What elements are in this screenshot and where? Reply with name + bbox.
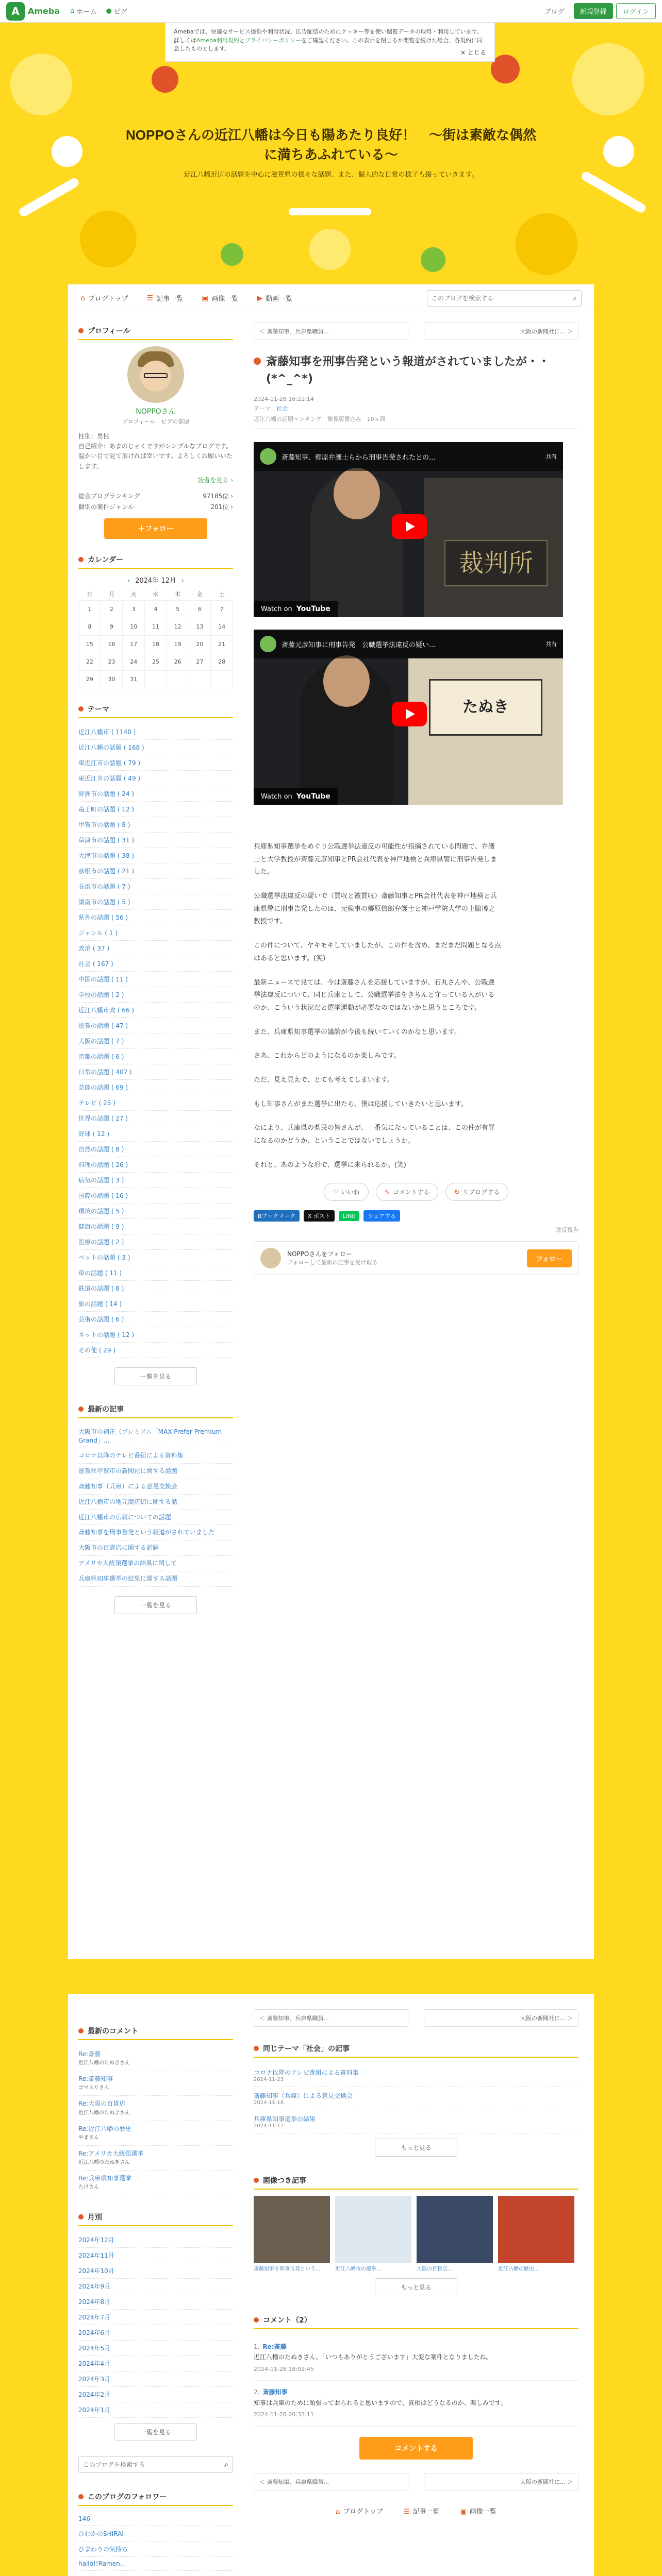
theme-item[interactable]: 京都の話題 ( 6 ) [78,1049,233,1064]
side-comment-title: Re:近江八幡の歴史 [78,2125,132,2132]
photo-articles-heading: 画像つき記事 [254,2172,578,2190]
theme-item[interactable]: 日常の話題 ( 407 ) [78,1064,233,1080]
share-buttons [254,1210,578,1222]
theme-item[interactable]: 竜王町の話題 ( 12 ) [78,802,233,817]
calendar-day[interactable]: 9 [101,618,123,635]
theme-item[interactable]: 国際の話題 ( 16 ) [78,1188,233,1204]
blog-subnav [68,284,594,312]
line-share-button[interactable]: LINE [339,1211,360,1221]
follow-button[interactable]: ＋フォロー [104,518,207,539]
channel-avatar [260,448,276,465]
follow-card: NOPPOさんをフォロー フォローして最新の記事を受け取る フォロー [254,1241,578,1275]
calendar-day[interactable]: 23 [101,653,123,670]
theme-item[interactable]: 社会 ( 167 ) [78,956,233,972]
bottom-nav-image-list[interactable]: ▣ 画像一覧 [460,2507,496,2516]
privacy-banner: Amebaでは、快適なサービス提供や利用状況、広告配信のためにクッキー等を使い閲覧データの取得・利用しています。詳しくはAmeba利用規約とプライバシーポリシーをご確認ください。この表示を閉じるか閲覧を続けた場合、各規約に同意したものとします。 × とじる [165,23,495,62]
calendar-day[interactable]: 31 [123,670,145,688]
heading-dot-icon [78,2214,84,2219]
heading-dot-icon [78,328,84,333]
theme-item[interactable]: 東近江市の話題 ( 79 ) [78,755,233,771]
play-icon[interactable] [392,702,427,726]
side-comment-item[interactable] [78,2071,233,2096]
comment-body: 近江八幡のたぬきさん。「いつもありがとうございます」大変な案件となりましたね。 [254,2353,492,2361]
home-icon: ⌂ [80,294,85,302]
same-theme-more-button[interactable]: もっと見る [375,2139,457,2157]
same-theme-title: 兵庫県知事選挙の結果 [254,2115,316,2123]
calendar-day[interactable]: 16 [101,635,123,653]
comment-button[interactable]: ✎ コメントする [376,1183,439,1201]
subnav-image-list[interactable]: ▣ 画像一覧 [202,294,239,303]
monthly-item[interactable]: 2024年4月 [78,2356,233,2371]
comment [254,2381,578,2426]
privacy-policy-link[interactable]: プライバシーポリシー [244,37,302,44]
pig-icon: ● [106,7,112,15]
bookmark-share-button[interactable]: Bブックマーク [254,1210,300,1222]
recent-article-link[interactable]: 大阪市の補正（プレミアム「MAX Prefer Premium Grand」... [78,1425,233,1449]
calendar-day[interactable]: 13 [189,618,211,635]
calendar-day[interactable] [211,670,233,688]
blog-search-input[interactable] [432,295,573,302]
theme-item[interactable]: 大阪の話題 ( 7 ) [78,1033,233,1049]
monthly-item[interactable]: 2024年9月 [78,2279,233,2294]
photo-caption: 近江八幡の歴史... [498,2266,539,2272]
video-title-bar: 斎藤元彦知事に刑事告発 公職選挙法違反の疑い... 共有 [254,630,563,658]
theme-item[interactable]: 自然の話題 ( 8 ) [78,1142,233,1157]
monthly-item[interactable]: 2024年2月 [78,2387,233,2402]
calendar-day[interactable]: 10 [123,618,145,635]
comments-list [254,2335,578,2427]
theme-item[interactable]: 病気の話題 ( 3 ) [78,1173,233,1188]
comment-author[interactable]: Re:斎藤 [262,2343,287,2350]
ameba-logo-text[interactable]: Ameba [28,6,60,16]
subnav-video-list[interactable]: ▶ 動画一覧 [257,294,293,303]
calendar-day[interactable]: 19 [167,635,189,653]
calendar-day[interactable]: 5 [167,600,189,618]
monthly-item[interactable]: 2024年6月 [78,2325,233,2341]
theme-item[interactable]: 健康の話題 ( 9 ) [78,1219,233,1234]
article-paragraph: なにより、兵庫県の県民の皆さんが、一番気になっていることは、この件が有罪になるのかどうか、ということではないでしょうか。 [254,1124,495,1145]
comment-number: 1. [254,2343,260,2350]
article-pager [254,2473,578,2490]
side-comment-item[interactable] [78,2121,233,2146]
terms-link[interactable]: Ameba利用規約 [196,37,239,44]
recent-article-link[interactable]: 斎藤知事を刑事告発という報道がされていました [78,1525,233,1540]
subnav-article-list[interactable]: ☰ 記事一覧 [146,294,184,303]
search-icon[interactable]: ⌕ [224,2461,228,2469]
heading-dot-icon [78,706,84,711]
calendar-day[interactable]: 3 [123,600,145,618]
theme-item[interactable]: 草津市の話題 ( 31 ) [78,833,233,848]
calendar-heading: カレンダー [78,551,233,569]
comment-number: 2. [254,2388,260,2396]
theme-item[interactable]: 近江八幡市政 ( 66 ) [78,1003,233,1018]
calendar-month: ‹ 2024年 12月 › [127,577,185,585]
calendar-day[interactable]: 20 [189,635,211,653]
calendar-table: 日 月 火 水 木 金 土 1 2 3 4 5 6 7 8 9 10 11 12 13 14 15 16 17 18 19 20 21 22 23 24 25 26 27 28 29 30 31 [78,588,233,688]
comment-author[interactable]: 斎藤知事 [262,2388,288,2396]
calendar-day[interactable]: 27 [189,653,211,670]
video-title-bar: 斎藤知事、郷原弁護士らから刑事告発されたとの... 共有 [254,442,563,471]
photo-caption: 近江八幡市の選挙... [335,2266,382,2272]
side-comment-author: 近江八幡のたぬきさん [78,2060,130,2066]
x-share-button[interactable]: X ポスト [304,1210,335,1222]
theme-list [78,724,233,1358]
side-comment-author: ゴマスリさん [78,2085,109,2091]
theme-link[interactable]: 社会 [276,405,288,412]
theme-item[interactable]: 鉄道の話題 ( 8 ) [78,1281,233,1296]
side-comment-item[interactable] [78,2046,233,2071]
reblog-button[interactable]: ↻ リブログする [445,1183,508,1201]
calendar-day[interactable]: 18 [145,635,167,653]
theme-item[interactable]: 県外の話題 ( 56 ) [78,910,233,925]
article-paragraph: それと、あのような形で、選挙に来られるか。(笑) [254,1161,406,1169]
article-theme: テーマ：社会 [254,405,288,412]
article-paragraph: また、兵庫県知事選挙の議論が今後も続いていくのかなと思います。 [254,1028,461,1036]
article-paragraph: 兵庫県知事選挙をめぐり公職選挙法違反の可能性が指摘されている問題で、弁護士と大学教授が斎藤元彦知事とPR会社代表を神戸地検と兵庫県警に刑事告発しました。 [254,843,497,876]
monthly-heading: 月別 [78,2209,233,2226]
bottom-nav-blog-top[interactable]: ⌂ ブログトップ [336,2507,383,2516]
calendar-day[interactable]: 15 [79,635,101,653]
calendar-day[interactable]: 14 [211,618,233,635]
image-icon: ▣ [460,2507,467,2516]
photo-caption: 斎藤知事を刑事告発という... [254,2266,321,2272]
content-frame [68,284,594,1959]
sidebar [78,323,233,1630]
calendar-day[interactable]: 4 [145,600,167,618]
article-title[interactable]: 斎藤知事を刑事告発という報道がされていましたが・・(*^_^*) [254,353,578,387]
blog-search-lower [78,2456,233,2473]
profile-heading: プロフィール [78,323,233,340]
theme-item[interactable]: その他 ( 29 ) [78,1343,233,1358]
report-link[interactable]: 違反報告 [556,1227,578,1234]
recent-article-link[interactable]: 斎藤知事（兵庫）による意見交換会 [78,1479,233,1495]
theme-item[interactable]: 世界の話題 ( 27 ) [78,1111,233,1126]
calendar-day[interactable]: 17 [123,635,145,653]
side-comment-author: 近江八幡のたぬきさん [78,2110,130,2116]
nav-pig[interactable]: ● ピグ [106,7,127,16]
theme-item[interactable]: 湖南市の話題 ( 5 ) [78,894,233,910]
heading-dot-icon [78,557,84,562]
heading-dot-icon [254,2046,259,2051]
theme-item[interactable]: 長浜市の話題 ( 7 ) [78,879,233,894]
recent-article-link[interactable]: 大阪市の百貨店に関する話題 [78,1540,233,1556]
theme-item[interactable]: 彦根市の話題 ( 21 ) [78,863,233,879]
recent-more-button[interactable]: 一覧を見る [114,1596,197,1614]
recent-article-link[interactable]: 近江八幡市の地元商店街に関する話 [78,1495,233,1510]
heart-icon: ♡ [332,1188,338,1196]
share-icon[interactable]: 共有 [545,641,557,648]
calendar-day[interactable]: 7 [211,600,233,618]
article-paragraph: もし知事さんがまた選挙に出たら、僕は応援していきたいと思います。 [254,1100,468,1108]
list-icon: ☰ [403,2507,410,2516]
recent-list [78,1425,233,1587]
recent-article-link[interactable]: 近江八幡市の広報についての話題 [78,1510,233,1526]
theme-item[interactable]: 芸能の話題 ( 69 ) [78,1080,233,1095]
theme-item[interactable]: 東近江市の話題 ( 49 ) [78,771,233,786]
calendar-day[interactable] [189,670,211,688]
same-theme-item[interactable] [254,2110,578,2133]
monthly-more-button[interactable]: 一覧を見る [114,2423,197,2441]
comment-body: 知事は兵庫のために頑張っておられると思いますので、真相はどうなるのか、楽しみです。 [254,2399,507,2406]
prev-article-link[interactable]: ＜ 斎藤知事、兵庫県職員... [254,2473,408,2490]
article [254,323,578,1289]
facebook-share-button[interactable]: シェアする [363,1210,400,1222]
ameba-logo[interactable]: A [6,2,25,21]
theme-item[interactable]: 学校の話題 ( 2 ) [78,987,233,1003]
same-theme-date: 2024-11-18 [254,2100,284,2106]
theme-heading: テーマ [78,701,233,718]
privacy-close-button[interactable]: × とじる [460,49,486,56]
recent-heading: 最新の記事 [78,1401,233,1418]
side-comment-author: やまさん [78,2134,99,2141]
calendar-day[interactable] [145,670,167,688]
photo-article[interactable] [417,2196,493,2273]
prev-article-link[interactable]: ＜ 斎藤知事、兵庫県職員... [254,323,408,340]
theme-item[interactable]: 近江八幡の話題 ( 168 ) [78,740,233,755]
share-icon[interactable]: 共有 [545,453,557,460]
photo-more-button[interactable]: もっと見る [375,2278,457,2296]
theme-item[interactable]: ペットの話題 ( 3 ) [78,1250,233,1265]
side-comment-item[interactable] [78,2146,233,2171]
photo-thumbnail [417,2196,493,2263]
theme-more-button[interactable]: 一覧を見る [114,1367,197,1385]
side-comment-title: Re:斎藤 [78,2050,101,2058]
global-nav [0,0,662,23]
sidebar-lower [78,2009,233,2571]
play-icon[interactable] [392,514,427,539]
next-article-link[interactable]: 大阪の新聞社に... ＞ [424,323,578,340]
article-footer [254,2009,578,2516]
comment-icon: ✎ [384,1188,390,1196]
content-frame-lower [68,1994,594,2576]
calendar-day[interactable]: 25 [145,653,167,670]
article-paragraph: この件について、ヤキモキしていましたが、この件を含め、まだまだ問題となる点はあると思います。(笑) [254,942,501,962]
register-button[interactable]: 新規登録 [574,3,613,19]
image-icon: ▣ [202,294,209,302]
same-theme-heading: 同じテーマ「社会」の記事 [254,2040,578,2058]
search-icon[interactable]: ⌕ [573,294,577,302]
home-icon: ⌂ [336,2507,340,2516]
article-date: 2024-11-28 16:21:14 [254,396,314,402]
chevron-right-icon[interactable]: › [181,577,185,585]
theme-item[interactable]: 中国の話題 ( 11 ) [78,972,233,987]
same-theme-list [254,2064,578,2133]
youtube-embed-1[interactable]: 裁判所 斎藤知事、郷原弁護士らから刑事告発されたとの... 共有 Watch on YouTube [254,442,563,617]
heading-dot-icon [254,2178,259,2183]
title-dot-icon [254,358,261,365]
side-comments-heading: 最新のコメント [78,2023,233,2040]
side-comment-author: たけさん [78,2184,99,2191]
heading-dot-icon [78,2028,84,2033]
blog-search [427,290,582,307]
like-button[interactable]: ♡ いいね [324,1183,369,1201]
comment [254,2335,578,2381]
follow-card-button[interactable]: フォロー [527,1249,572,1267]
article-paragraph: さあ、これからどのようになるのか楽しみです。 [254,1052,401,1060]
blog-search-input[interactable] [83,2461,224,2468]
article-paragraph: 公職選挙法違反の疑いで（買収と被買収）斎藤知事とPR会社代表を神戸地検と兵庫県警に刑事告発したのは、元検事の郷原信郎弁護士と神戸学院大学の上脇博之教授です。 [254,892,497,926]
bottom-nav-article-list[interactable]: ☰ 記事一覧 [403,2507,440,2516]
calendar-day[interactable]: 22 [79,653,101,670]
avatar[interactable] [127,346,184,403]
bottom-nav [254,2506,578,2516]
avatar [260,1248,281,1268]
followers-list [78,2512,233,2571]
same-theme-title: 斎藤知事（兵庫）による意見交換会 [254,2092,353,2099]
chevron-left-icon[interactable]: ‹ [127,577,130,585]
monthly-item[interactable]: 2024年11月 [78,2248,233,2263]
photo-article[interactable] [335,2196,411,2273]
calendar-day[interactable]: 2 [101,600,123,618]
heading-dot-icon [254,2317,259,2323]
rank-row[interactable]: 総合ブログランキング 97185位 › [78,492,233,500]
theme-item[interactable]: 甲賀市の話題 ( 8 ) [78,817,233,833]
profile-more-link[interactable]: 読者を見る › [197,476,233,484]
theme-item[interactable]: 料理の話題 ( 26 ) [78,1157,233,1173]
recent-article-link[interactable]: 兵庫県知事選挙の結果に関する話題 [78,1571,233,1587]
profile-text: 性別：男性 自己紹介：あまのじゃくですがシンプルなブログです。温かい目で見て頂ければ幸いです。よろしくお願いいたします。 [78,433,233,470]
calendar-day[interactable]: 24 [123,653,145,670]
photo-articles [254,2196,578,2273]
calendar-day[interactable]: 1 [79,600,101,618]
photo-article[interactable] [498,2196,574,2273]
theme-item[interactable]: テレビ ( 25 ) [78,1095,233,1111]
calendar-day[interactable]: 21 [211,635,233,653]
blog-description: 近江八幡近辺の話題を中心に滋賀県の様々な話題、また、個人的な日常の様子も綴っていきます。 [184,171,478,179]
article-paragraph: 最新ニュースで見ては、今は斎藤さんを応援していますが、石丸さんや、公職選挙法違反について、同じ兵庫として、公職選挙法をきちんと守っている人がいるのか、こういう状況だと選挙運動が必要なのではないかと思うところです。 [254,978,495,1012]
side-comments-list [78,2046,233,2195]
calendar-day[interactable]: 8 [79,618,101,635]
theme-item[interactable]: 野洲市の話題 ( 24 ) [78,786,233,802]
theme-item[interactable]: 大津市の話題 ( 38 ) [78,848,233,863]
calendar-day[interactable]: 12 [167,618,189,635]
calendar-day[interactable]: 6 [189,600,211,618]
side-comment-title: Re:大阪の百貨店 [78,2100,126,2108]
side-comment-title: Re:斎藤知事 [78,2075,113,2083]
side-comment-item[interactable] [78,2096,233,2121]
article-pager [254,2009,578,2027]
monthly-item[interactable]: 2024年10月 [78,2263,233,2279]
blog-link[interactable]: ブログ [544,8,565,16]
theme-item[interactable]: 滋賀の話題 ( 47 ) [78,1018,233,1033]
same-theme-item[interactable] [254,2087,578,2110]
comment-date: 2024-11-28 18:02:45 [254,2365,314,2372]
theme-item[interactable]: 野球 ( 12 ) [78,1126,233,1142]
next-article-link[interactable]: 大阪の新聞社に... ＞ [424,2009,578,2027]
nav-home[interactable]: ⌂ ホーム [70,7,97,16]
same-theme-title: コロナ以降のテレビ番組による資料集 [254,2069,359,2076]
article-actions [254,1183,578,1201]
monthly-item[interactable]: 2024年7月 [78,2310,233,2325]
list-icon: ☰ [146,294,154,302]
side-comment-author: 近江八幡のたぬきさん [78,2159,130,2165]
article-body [254,841,578,1172]
comment-date: 2024-11-28 20:33:11 [254,2411,314,2418]
watch-on-youtube[interactable]: Watch on YouTube [254,601,338,617]
theme-item[interactable]: ジャンル ( 1 ) [78,925,233,941]
theme-item[interactable]: 医療の話題 ( 2 ) [78,1234,233,1250]
next-article-link[interactable]: 大阪の新聞社に... ＞ [424,2473,578,2490]
recent-article-link[interactable]: コロナ以降のテレビ番組による資料集 [78,1448,233,1464]
login-button[interactable]: ログイン [616,3,656,19]
blog-title[interactable]: NOPPOさんの近江八幡は今日も陽あたり良好！ 〜街は素敵な偶然 に満ちあふれている〜 [126,127,536,162]
theme-item[interactable]: 政治 ( 37 ) [78,941,233,956]
follower-item[interactable]: ひむかのSHIRAI [78,2526,233,2541]
side-comment-item[interactable] [78,2171,233,2195]
calendar-day[interactable]: 28 [211,653,233,670]
rank-row[interactable]: 個別の案件ジャンル 201位 › [78,503,233,511]
photo-caption: 大阪の百貨店... [417,2266,453,2272]
watch-on-youtube[interactable]: Watch on YouTube [254,788,338,805]
calendar-day[interactable] [167,670,189,688]
same-theme-date: 2024-11-23 [254,2077,284,2082]
channel-avatar [260,636,276,652]
photo-article[interactable] [254,2196,330,2273]
article-ranking[interactable]: 近江八幡の話題ランキング 簡易版書込み 10ｓ回 [254,416,386,422]
profile-links[interactable]: プロフィール ピグの部屋 [122,418,190,425]
write-comment-button[interactable]: コメントする [359,2437,473,2460]
calendar-day[interactable]: 26 [167,653,189,670]
video-icon: ▶ [257,294,263,302]
reblog-icon: ↻ [454,1188,460,1196]
same-theme-date: 2024-11-17 [254,2123,284,2129]
same-theme-item[interactable] [254,2064,578,2087]
prev-article-link[interactable]: ＜ 斎藤知事、兵庫県職員... [254,2009,408,2027]
youtube-embed-2[interactable]: たぬき 斎藤元彦知事に刑事告発 公職選挙法違反の疑い... 共有 Watch on YouTube [254,630,563,805]
side-comment-title: Re:兵庫県知事選挙 [78,2174,132,2182]
home-icon: ⌂ [70,7,75,15]
article-paragraph: ただ、見え見えで、とても考えてしまいます。 [254,1076,394,1084]
monthly-item[interactable]: 2024年12月 [78,2232,233,2248]
side-comment-title: Re:アメリカ大統領選挙 [78,2149,144,2157]
theme-item[interactable]: 環境の話題 ( 5 ) [78,1204,233,1219]
monthly-item[interactable]: 2024年5月 [78,2341,233,2356]
heading-dot-icon [78,1406,84,1412]
monthly-item[interactable]: 2024年3月 [78,2371,233,2387]
theme-item[interactable]: 車の話題 ( 11 ) [78,1265,233,1281]
photo-thumbnail [254,2196,330,2263]
follower-item[interactable]: hallo!!Ramen... [78,2557,233,2571]
subnav-blog-top[interactable]: ⌂ ブログトップ [80,294,128,303]
theme-item[interactable]: 旅の話題 ( 14 ) [78,1296,233,1312]
monthly-item[interactable]: 2024年8月 [78,2294,233,2310]
theme-item[interactable]: 近江八幡市 ( 1140 ) [78,724,233,740]
comments-heading: コメント（2） [254,2312,578,2329]
calendar-day[interactable]: 29 [79,670,101,688]
monthly-item[interactable]: 2024年1月 [78,2402,233,2418]
recent-article-link[interactable]: 滋賀県甲賀市の新聞社に関する話題 [78,1464,233,1479]
theme-item[interactable]: 芸術の話題 ( 6 ) [78,1312,233,1327]
divider [254,428,578,429]
photo-thumbnail [498,2196,574,2263]
follower-item[interactable]: ひまわりの気持ち [78,2541,233,2557]
recent-article-link[interactable]: アメリカ大統領選挙の結果に関して [78,1556,233,1571]
monthly-list [78,2232,233,2418]
profile-name[interactable]: NOPPOさん [136,408,176,416]
article-pager [254,323,578,340]
followers-heading: このブログのフォロワー [78,2488,233,2506]
follower-item[interactable]: 146 [78,2512,233,2526]
calendar-day[interactable]: 11 [145,618,167,635]
theme-item[interactable]: ネットの話題 ( 12 ) [78,1327,233,1343]
heading-dot-icon [78,2494,84,2499]
calendar-day[interactable]: 30 [101,670,123,688]
photo-thumbnail [335,2196,411,2263]
